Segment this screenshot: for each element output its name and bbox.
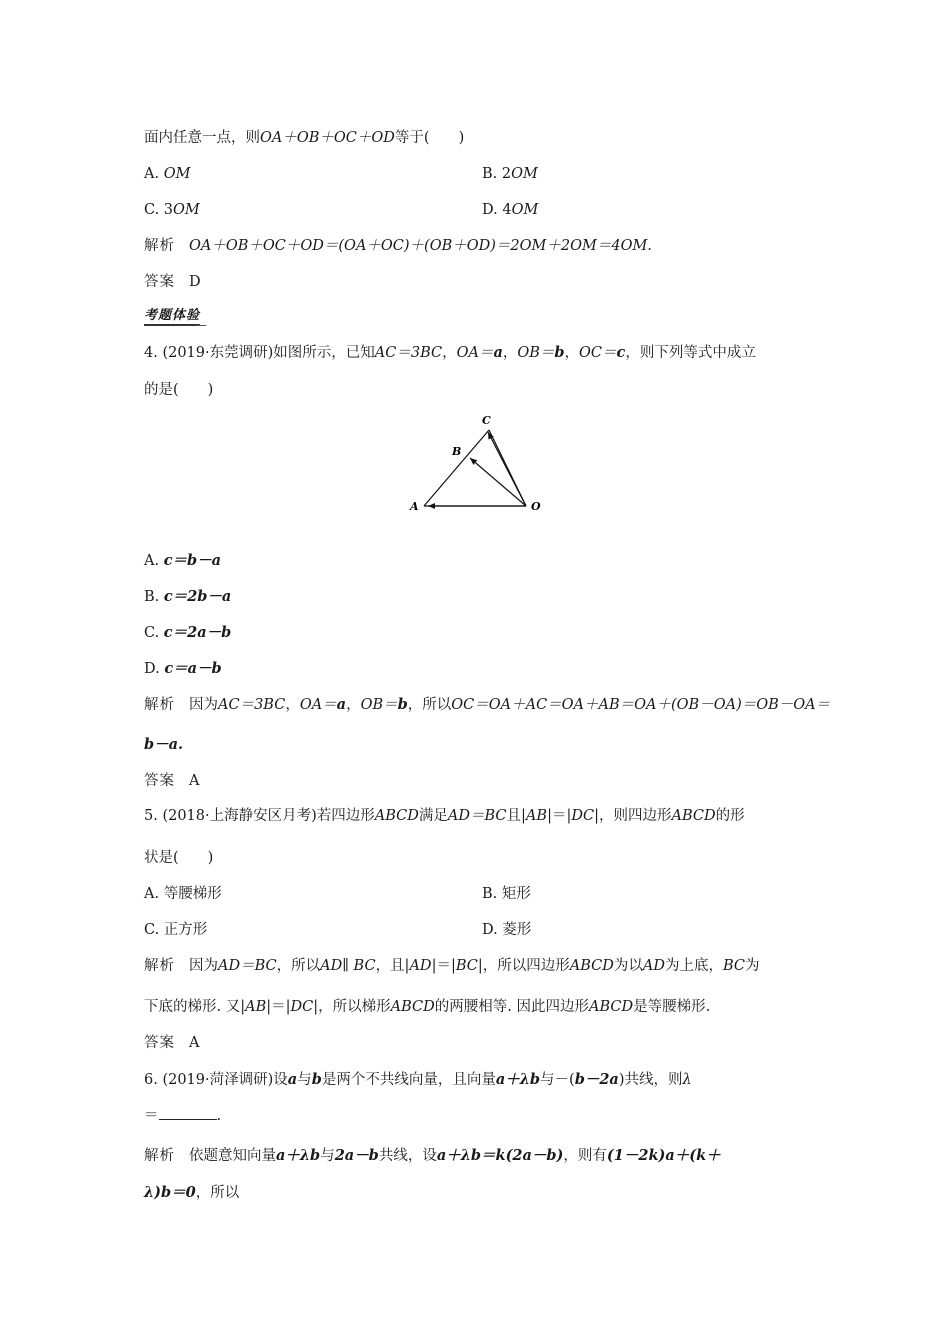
q4-option-c: C. c＝2a－b <box>144 624 232 641</box>
q6-solution: 解析 依题意知向量a＋λb与2a－b共线，设a＋λb＝k(2a－b)，则有(1－2k)a＋(k＋ <box>144 1147 721 1164</box>
q4-solution: 解析 因为AC＝3BC，OA＝a，OB＝b，所以OC＝OA＋AC＝OA＋AB＝OA＋(OB－OA)＝OB－OA＝ <box>144 696 831 713</box>
q4-option-a: A. c＝b－a <box>144 552 222 569</box>
q6-solution-line2: λ)b＝0，所以 <box>144 1184 240 1201</box>
q3-option-c: C. 3OM <box>144 202 200 218</box>
q3-stem: 面内任意一点，则OA＋OB＋OC＋OD等于( ) <box>144 130 465 146</box>
segment-ac <box>424 430 489 506</box>
q5-option-a: A. 等腰梯形 <box>144 886 222 902</box>
q5-option-d: D. 菱形 <box>482 922 532 938</box>
q3-option-a: A. OM <box>144 166 191 182</box>
q3-answer: 答案 D <box>144 274 201 290</box>
label-o: O <box>531 500 541 513</box>
q5-answer: 答案 A <box>144 1035 200 1051</box>
q6-stem: 6. (2019·菏泽调研)设a与b是两个不共线向量，且向量a＋λb与－(b－2a)共线，则λ <box>144 1071 692 1088</box>
q3-solution: 解析 OA＋OB＋OC＋OD＝(OA＋OC)＋(OB＋OD)＝2OM＋2OM＝4OM. <box>144 238 652 254</box>
label-b: B <box>452 445 462 458</box>
vector-oc-arrow <box>488 432 526 506</box>
q5-solution-line2: 下底的梯形. 又|AB|＝|DC|，所以梯形ABCD的两腰相等. 因此四边形ABCD是等腰梯形. <box>144 999 711 1015</box>
q3-option-d: D. 4OM <box>482 202 539 218</box>
q5-option-b: B. 矩形 <box>482 886 531 902</box>
q4-option-b: B. c＝2b－a <box>144 588 232 605</box>
q4-solution-line2: b－a. <box>144 736 184 753</box>
q4-stem-line2: 的是( ) <box>144 382 214 398</box>
label-a: A <box>410 500 419 513</box>
q5-solution: 解析 因为AD＝BC，所以AD∥ BC，且|AD|＝|BC|，所以四边形ABCD为以AD为上底，BC为 <box>144 958 760 974</box>
q6-stem-line2: ＝ . <box>144 1108 222 1124</box>
q4-option-d: D. c＝a－b <box>144 660 222 677</box>
q3-option-b: B. 2OM <box>482 166 538 182</box>
section-title: 考题体验 <box>144 304 200 326</box>
label-c: C <box>482 414 491 427</box>
q6-answer-blank[interactable] <box>159 1107 217 1120</box>
q5-option-c: C. 正方形 <box>144 922 208 938</box>
q4-stem: 4. (2019·东莞调研)如图所示，已知AC＝3BC，OA＝a，OB＝b，OC＝c，则下列等式中成立 <box>144 344 756 361</box>
q5-stem-line2: 状是( ) <box>144 850 214 866</box>
vector-ob-arrow <box>470 458 526 506</box>
q5-stem: 5. (2018·上海静安区月考)若四边形ABCD满足AD＝BC且|AB|＝|DC|，则四边形ABCD的形 <box>144 808 745 824</box>
q4-answer: 答案 A <box>144 773 200 789</box>
q4-triangle-figure <box>400 408 550 520</box>
